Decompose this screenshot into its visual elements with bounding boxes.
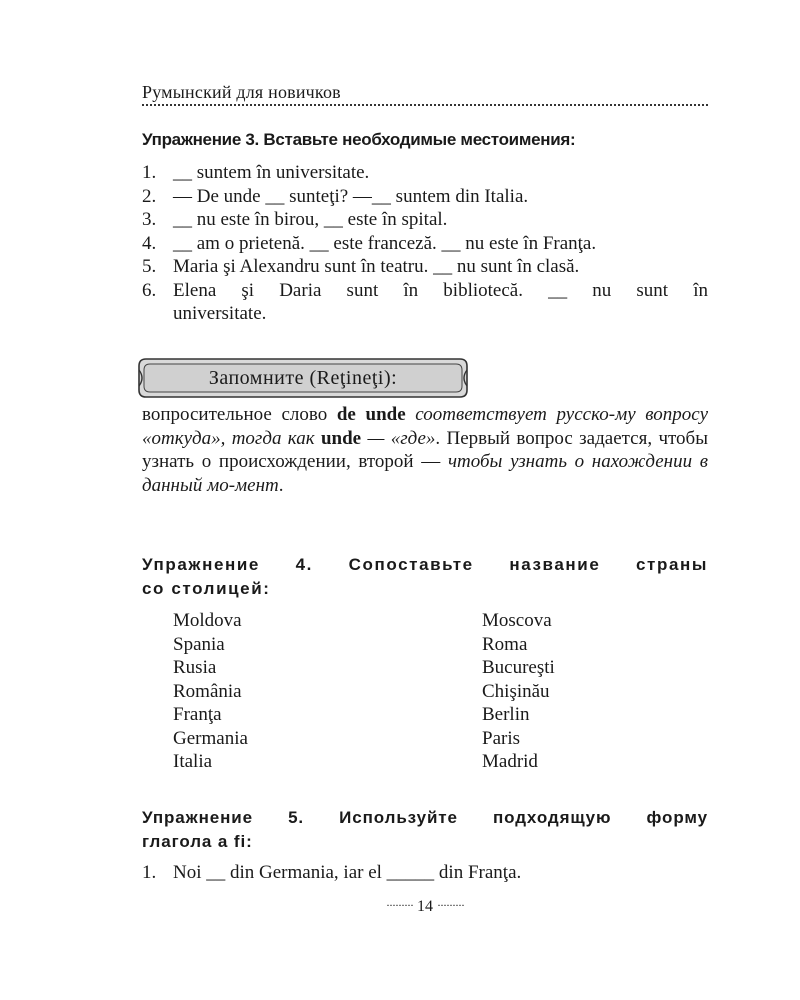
capital-item: Bucureşti [482,657,555,678]
item-text: __ am o prietenă. __ este franceză. __ nu este în Franţa. [173,232,597,254]
capital-item: Berlin [482,704,530,725]
item-text-wrapped [173,279,708,326]
item-text: Noi __ din Germania, iar el _____ din Franţa. [173,862,522,883]
item-number: 5. [142,256,157,277]
countries-column [173,609,248,774]
page-number: 14 [417,898,433,915]
item-number: 4. [142,232,157,254]
exercise-4-title-line-2: со столицей: [142,579,271,598]
remember-explanation [142,403,708,497]
exercise-3-item [142,232,708,256]
remember-label: Запомните (Reţineţi): [208,366,398,389]
item-text-line-2: universitate. [173,303,267,324]
country-item: Rusia [173,657,217,678]
item-number: 1. [142,162,157,183]
exercise-5-list [142,861,708,885]
item-text-line-1: Elena şi Daria sunt în bibliotecă. __ nu sunt în [173,279,708,301]
remember-term-de-unde: de unde [336,404,406,425]
item-number: 2. [142,185,157,207]
capital-item: Chişinău [482,680,550,702]
item-text: __ suntem în universitate. [173,162,370,183]
remember-text-part: . Первый вопрос задается, чтобы узнать о происхождении, второй — [142,427,708,472]
capital-item: Moscova [482,610,552,631]
exercise-5-title-line-1: Упражнение 5. Используйте подходящую форму [142,808,708,827]
capital-item: Madrid [482,751,538,772]
remember-text-italic: — «где» [361,427,436,449]
exercise-5-title [142,806,708,854]
exercise-3-item [142,279,708,326]
remember-text-italic: соответствует русско- [415,404,616,425]
footer-dots-left: ········· [386,898,413,912]
remember-text-part: вопросительное слово [142,404,337,425]
exercise-5-title-line-2: глагола a fi: [142,832,253,851]
country-item: România [173,680,242,702]
exercise-4-title [142,553,708,601]
item-text: — De unde __ sunteţi? —__ suntem din Italia. [173,185,529,207]
exercise-3-item [142,208,708,232]
capitals-column [482,609,555,774]
exercise-3-item [142,255,708,279]
country-item: Moldova [173,610,242,631]
country-item: Spania [173,633,225,655]
country-item: Franţa [173,704,222,725]
remember-text-part: . [278,474,284,496]
remember-text-part [406,404,416,425]
footer-dots-right: ········· [437,898,464,912]
country-item: Italia [173,751,213,772]
item-number: 3. [142,209,157,230]
header-dotted-rule [142,104,708,106]
remember-term-unde: unde [320,427,362,449]
exercise-3-item [142,161,708,185]
item-text: Maria şi Alexandru sunt în teatru. __ nu sunt în clasă. [173,256,580,277]
item-text: __ nu este în birou, __ este în spital. [173,209,448,230]
exercise-3-item [142,185,708,209]
capital-item: Roma [482,633,528,655]
item-number: 1. [142,862,157,883]
running-head: Румынский для новичков [142,82,341,102]
remember-text-italic: чтобы узнать о нахождении в данный мо-мент [142,451,709,496]
remember-text-italic: му вопросу «откуда», тогда как [142,404,709,449]
exercise-3-title: Упражнение 3. Вставьте необходимые местоимения: [142,130,576,149]
exercise-3-list [142,161,708,326]
page-footer [142,898,708,916]
item-number: 6. [142,279,157,301]
exercise-4-title-line-1: Упражнение 4. Сопоставьте название страны [142,555,708,574]
capital-item: Paris [482,727,520,749]
country-item: Germania [173,727,248,749]
exercise-5-item [142,861,708,885]
remember-banner [136,356,470,400]
